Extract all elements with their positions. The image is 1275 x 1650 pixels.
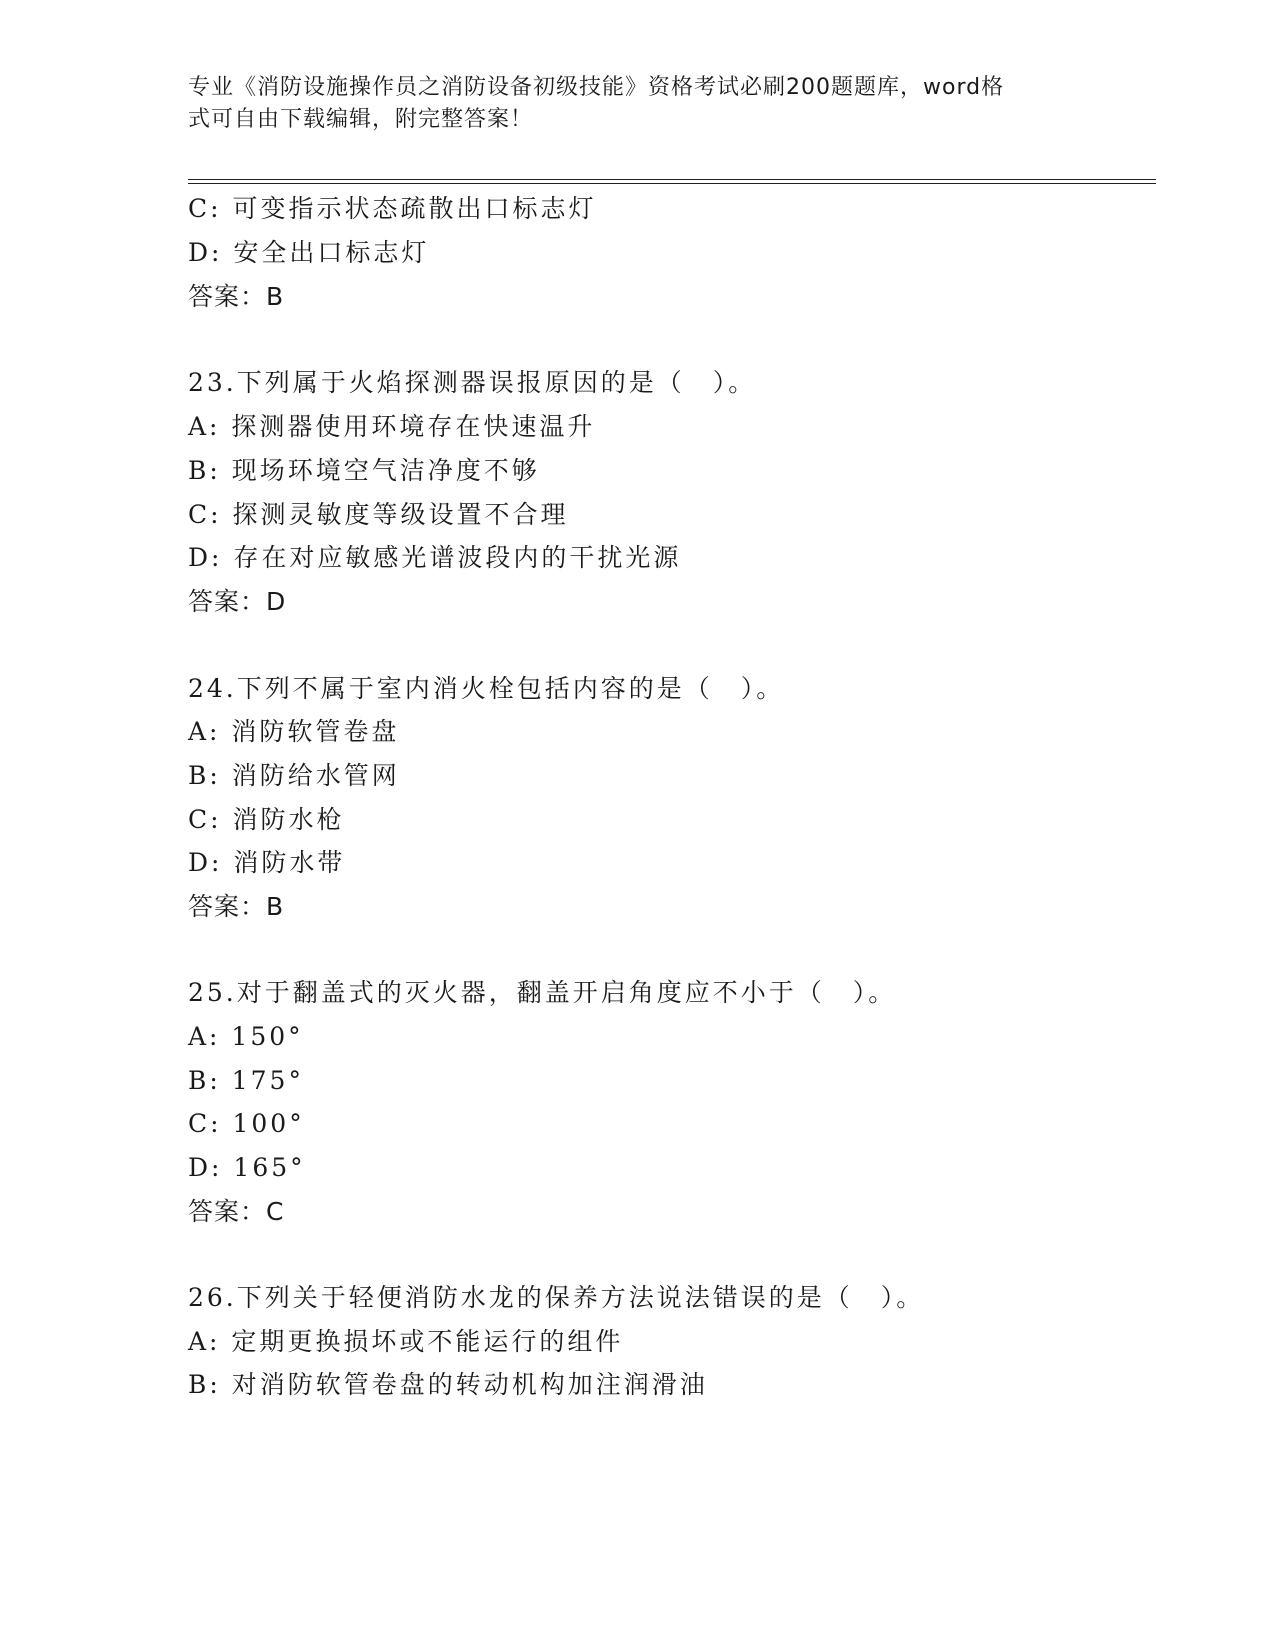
option-a: A: 150° <box>188 1022 304 1051</box>
option-b: B: 对消防软管卷盘的转动机构加注润滑油 <box>188 1370 708 1399</box>
question-stem: 26.下列关于轻便消防水龙的保养方法说法错误的是（ ）。 <box>188 1283 925 1312</box>
option-d: D: 存在对应敏感光谱波段内的干扰光源 <box>188 543 682 572</box>
option-b: B: 现场环境空气洁净度不够 <box>188 456 540 485</box>
header-line-1: 专业《消防设施操作员之消防设备初级技能》资格考试必刷200题题库，word格 <box>188 75 1005 100</box>
header-line-2: 式可自由下载编辑，附完整答案！ <box>188 107 534 132</box>
option-d: D: 165° <box>188 1153 306 1182</box>
option-c: C: 探测灵敏度等级设置不合理 <box>188 500 569 529</box>
option-a: A: 消防软管卷盘 <box>188 717 400 746</box>
option-b: B: 175° <box>188 1066 304 1095</box>
answer-line: 答案：C <box>188 1197 285 1226</box>
option-c: C: 消防水枪 <box>188 805 345 834</box>
question-stem: 25.对于翻盖式的灭火器，翻盖开启角度应不小于（ ）。 <box>188 978 897 1007</box>
option-c: C: 可变指示状态疏散出口标志灯 <box>188 194 597 223</box>
option-d: D: 消防水带 <box>188 848 346 877</box>
option-b: B: 消防给水管网 <box>188 761 400 790</box>
document-header <box>188 72 1068 136</box>
answer-line: 答案：B <box>188 892 285 921</box>
option-a: A: 探测器使用环境存在快速温升 <box>188 412 596 441</box>
answer-line: 答案：D <box>188 587 287 616</box>
question-stem: 24.下列不属于室内消火栓包括内容的是（ ）。 <box>188 674 785 703</box>
header-divider-top <box>188 179 1156 180</box>
header-divider-bottom <box>188 183 1156 184</box>
option-a: A: 定期更换损坏或不能运行的组件 <box>188 1327 624 1356</box>
answer-line: 答案：B <box>188 282 285 311</box>
question-stem: 23.下列属于火焰探测器误报原因的是（ ）。 <box>188 368 757 397</box>
option-d: D: 安全出口标志灯 <box>188 238 430 267</box>
option-c: C: 100° <box>188 1109 305 1138</box>
